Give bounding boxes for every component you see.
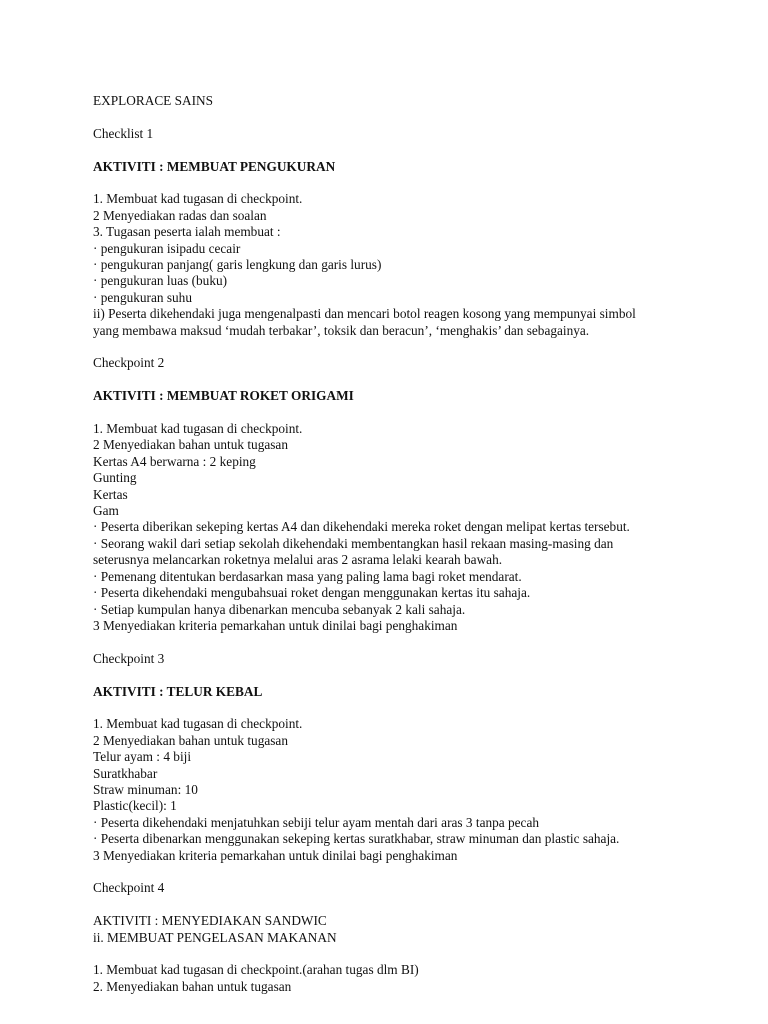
list-item: 3 Menyediakan kriteria pemarkahan untuk dinilai bagi penghakiman (93, 847, 458, 863)
section-checkpoint-3 (93, 651, 733, 864)
list-item: 1. Membuat kad tugasan di checkpoint. (93, 421, 303, 437)
document-title: EXPLORACE SAINS (93, 93, 214, 108)
spacer (93, 142, 733, 158)
spacer (93, 175, 733, 191)
list-item: 2 Menyediakan bahan untuk tugasan (93, 437, 288, 453)
list-item: 2. Menyediakan bahan untuk tugasan (93, 978, 292, 994)
bullet-item: · Peserta dikehendaki mengubahsuai roket dengan menggunakan kertas itu sahaja. (93, 585, 531, 601)
list-item: 3. Tugasan peserta ialah membuat : (93, 224, 281, 240)
bullet-item: · pengukuran suhu (93, 289, 192, 305)
material-item: Gam (93, 503, 119, 519)
material-item: Suratkhabar (93, 765, 158, 781)
bullet-item: · Peserta dibenarkan menggunakan sekeping kertas suratkhabar, straw minuman dan plastic sahaja. (93, 831, 620, 847)
bullet-item: · pengukuran isipadu cecair (93, 240, 241, 256)
section-checklist-1 (93, 126, 733, 339)
spacer (93, 897, 733, 913)
bullet-item: · Peserta diberikan sekeping kertas A4 dan dikehendaki mereka roket dengan melipat kertas tersebut. (93, 519, 630, 535)
activity-subheading: ii. MEMBUAT PENGELASAN MAKANAN (93, 929, 337, 945)
material-item: Gunting (93, 470, 137, 486)
activity-heading: AKTIVITI : MEMBUAT PENGUKURAN (93, 158, 336, 174)
list-item: 1. Membuat kad tugasan di checkpoint.(arahan tugas dlm BI) (93, 962, 419, 978)
bullet-item: · pengukuran luas (buku) (93, 273, 228, 289)
section-checkpoint-2 (93, 355, 733, 634)
spacer (93, 109, 733, 125)
material-item: Kertas (93, 486, 128, 502)
bullet-item: · Pemenang ditentukan berdasarkan masa yang paling lama bagi roket mendarat. (93, 568, 522, 584)
checkpoint-label: Checklist 1 (93, 125, 154, 141)
bullet-item: · Seorang wakil dari setiap sekolah dikehendaki membentangkan hasil rekaan masing-masing dan (93, 535, 614, 551)
activity-heading: AKTIVITI : TELUR KEBAL (93, 683, 263, 699)
spacer (93, 339, 733, 355)
paragraph-line: yang membawa maksud ‘mudah terbakar’, toksik dan beracun’, ‘menghakis’ dan sebagainya. (93, 322, 590, 338)
spacer (93, 372, 733, 388)
bullet-item: · Peserta dikehendaki menjatuhkan sebiji telur ayam mentah dari aras 3 tanpa pecah (93, 814, 540, 830)
checkpoint-label: Checkpoint 3 (93, 650, 165, 666)
activity-heading: AKTIVITI : MEMBUAT ROKET ORIGAMI (93, 388, 354, 404)
list-item: 3 Menyediakan kriteria pemarkahan untuk dinilai bagi penghakiman (93, 617, 458, 633)
bullet-item: · Setiap kumpulan hanya dibenarkan mencuba sebanyak 2 kali sahaja. (93, 601, 466, 617)
section-checkpoint-4 (93, 880, 733, 995)
spacer (93, 864, 733, 880)
spacer (93, 634, 733, 650)
spacer (93, 405, 733, 421)
spacer (93, 667, 733, 683)
spacer (93, 700, 733, 716)
material-item: Kertas A4 berwarna : 2 keping (93, 453, 256, 469)
list-item: 2 Menyediakan radas dan soalan (93, 207, 267, 223)
spacer (93, 946, 733, 962)
activity-heading: AKTIVITI : MENYEDIAKAN SANDWIC (93, 913, 327, 929)
document-page (93, 93, 733, 995)
material-item: Straw minuman: 10 (93, 781, 198, 797)
list-item: 2 Menyediakan bahan untuk tugasan (93, 732, 288, 748)
checkpoint-label: Checkpoint 4 (93, 880, 165, 896)
paragraph-line: seterusnya melancarkan roketnya melalui aras 2 asrama lelaki kearah bawah. (93, 552, 503, 568)
material-item: Telur ayam : 4 biji (93, 749, 192, 765)
bullet-item: · pengukuran panjang( garis lengkung dan garis lurus) (93, 257, 382, 273)
list-item: 1. Membuat kad tugasan di checkpoint. (93, 191, 303, 207)
material-item: Plastic(kecil): 1 (93, 798, 177, 814)
paragraph-line: ii) Peserta dikehendaki juga mengenalpasti dan mencari botol reagen kosong yang mempunyai simbol (93, 306, 636, 322)
list-item: 1. Membuat kad tugasan di checkpoint. (93, 716, 303, 732)
checkpoint-label: Checkpoint 2 (93, 355, 165, 371)
